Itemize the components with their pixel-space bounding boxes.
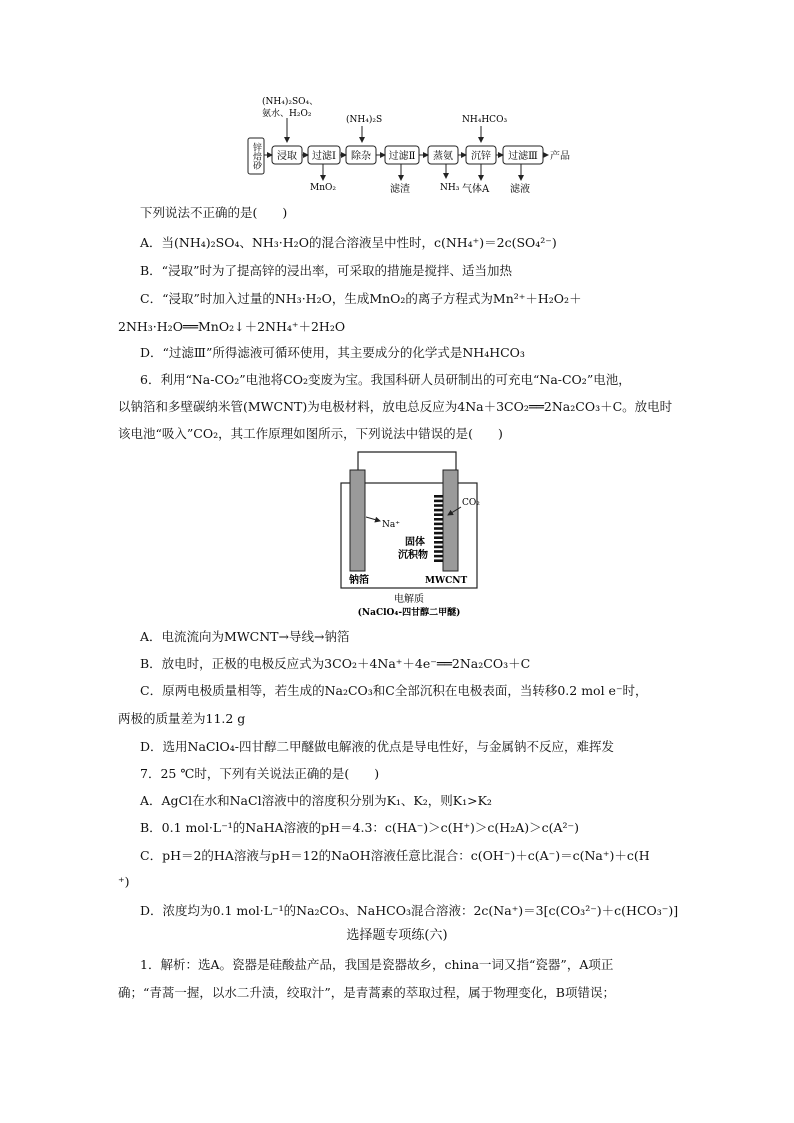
output-filtrate: 滤液 — [510, 184, 530, 195]
output-gas-a: 气体A — [462, 184, 490, 195]
reagent1-line2: 氨水、H₂O₂ — [262, 109, 312, 119]
flow-step-label: 蒸氨 — [433, 151, 453, 162]
flow-step-label: 过滤Ⅱ — [388, 151, 416, 162]
deposit-stripe — [434, 550, 443, 553]
process-flow-diagram — [0, 0, 794, 205]
deposit-stripe — [434, 527, 443, 530]
electrolyte-label: 电解质 — [394, 594, 424, 605]
battery-diagram — [0, 445, 794, 625]
na-ion-label: Na⁺ — [382, 520, 400, 530]
q6-option-b: B．放电时，正极的电极反应式为3CO₂＋4Na⁺＋4e⁻══2Na₂CO₃＋C — [140, 656, 531, 671]
deposit-stripe — [434, 536, 443, 539]
deposit-stripe — [434, 495, 443, 498]
q5-option-c-line2: 2NH₃·H₂O══MnO₂↓＋2NH₄⁺＋2H₂O — [118, 319, 346, 334]
electrolyte-detail: (NaClO₄-四甘醇二甲醚) — [357, 608, 461, 618]
q6-option-c-line1: C．原两电极质量相等，若生成的Na₂CO₃和C全部沉积在电极表面，当转移0.2 mol e⁻时， — [140, 683, 648, 698]
q7-option-c-line2: ⁺) — [118, 874, 130, 889]
flow-step-label: 除杂 — [351, 151, 371, 162]
q6-stem-line2: 以钠箔和多壁碳纳米管(MWCNT)为电极材料，放电总反应为4Na＋3CO₂══2Na₂CO₃＋C。放电时 — [118, 399, 673, 414]
mwcnt-electrode — [443, 470, 458, 571]
q6-option-a: A．电流流向为MWCNT→导线→钠箔 — [140, 629, 350, 644]
output-mno2: MnO₂ — [310, 183, 336, 193]
solid-deposit — [434, 495, 443, 562]
reagent3-label: NH₄HCO₃ — [462, 115, 508, 125]
q6-option-d: D．选用NaClO₄-四甘醇二甲醚做电解液的优点是导电性好，与金属钠不反应，难挥发 — [140, 739, 614, 754]
deposit-stripe — [434, 559, 443, 562]
q5-stem: 下列说法不正确的是( ) — [140, 205, 288, 220]
start-label: 锌焙砂 — [251, 142, 261, 170]
answer-line-2: 确；“青蒿一握，以水二升渍，绞取汁”，是青蒿素的萃取过程，属于物理变化，B项错误； — [118, 985, 615, 1000]
deposit-stripe — [434, 513, 443, 516]
reagent2-label: (NH₄)₂S — [346, 115, 383, 125]
flow-step-label: 过滤Ⅲ — [508, 151, 538, 162]
deposit-stripe — [434, 509, 443, 512]
solid-label-1: 固体 — [405, 537, 425, 548]
external-wire — [358, 452, 456, 477]
answer-line-1: 1．解析：选A。瓷器是硅酸盐产品，我国是瓷器故乡，china一词又指“瓷器”，A项正 — [140, 957, 614, 972]
cathode-label: MWCNT — [425, 576, 468, 586]
q5-option-d: D．“过滤Ⅲ”所得滤液可循环使用，其主要成分的化学式是NH₄HCO₃ — [140, 345, 525, 360]
deposit-stripe — [434, 541, 443, 544]
q6-stem-line1: 6．利用“Na-CO₂”电池将CO₂变废为宝。我国科研人员研制出的可充电“Na-CO₂”电池， — [140, 372, 631, 387]
deposit-stripe — [434, 518, 443, 521]
product-label: 产品 — [550, 151, 570, 162]
na-ion-arrow — [366, 517, 380, 521]
q6-option-c-line2: 两极的质量差为11.2 g — [118, 711, 246, 726]
deposit-stripe — [434, 523, 443, 526]
q7-option-d: D．浓度均为0.1 mol·L⁻¹的Na₂CO₃、NaHCO₃混合溶液：2c(Na⁺)＝3[c(CO₃²⁻)＋c(HCO₃⁻)] — [140, 903, 679, 918]
flow-step-label: 过滤Ⅰ — [312, 151, 336, 162]
flow-step-label: 沉锌 — [471, 151, 491, 162]
solid-label-2: 沉积物 — [398, 550, 428, 561]
deposit-stripe — [434, 546, 443, 549]
deposit-stripe — [434, 500, 443, 503]
q6-stem-line3: 该电池“吸入”CO₂，其工作原理如图所示，下列说法中错误的是( ) — [118, 426, 503, 441]
q7-option-c-line1: C．pH＝2的HA溶液与pH＝12的NaOH溶液任意比混合：c(OH⁻)＋c(A⁻)＝c(Na⁺)＋c(H — [140, 848, 650, 863]
q5-option-c-line1: C．“浸取”时加入过量的NH₃·H₂O，生成MnO₂的离子方程式为Mn²⁺＋H₂O₂＋ — [140, 291, 582, 306]
deposit-stripe — [434, 504, 443, 507]
output-residue: 滤渣 — [390, 184, 410, 195]
output-nh3: NH₃ — [440, 183, 460, 193]
q5-option-a: A．当(NH₄)₂SO₄、NH₃·H₂O的混合溶液呈中性时，c(NH₄⁺)＝2c(SO₄²⁻) — [140, 235, 557, 250]
sodium-foil-electrode — [350, 470, 365, 571]
deposit-stripe — [434, 555, 443, 558]
q7-option-a: A．AgCl在水和NaCl溶液中的溶度积分别为K₁、K₂，则K₁>K₂ — [140, 793, 492, 808]
co2-label: CO₂ — [462, 498, 480, 508]
q7-option-b: B．0.1 mol·L⁻¹的NaHA溶液的pH＝4.3：c(HA⁻)＞c(H⁺)＞c(H₂A)＞c(A²⁻) — [140, 820, 580, 835]
deposit-stripe — [434, 532, 443, 535]
anode-label: 钠箔 — [349, 575, 369, 586]
flow-step-label: 浸取 — [277, 151, 297, 162]
q7-stem: 7．25 ℃时，下列有关说法正确的是( ) — [140, 766, 380, 781]
q5-option-b: B．“浸取”时为了提高锌的浸出率，可采取的措施是搅拌、适当加热 — [140, 263, 512, 278]
reagent1-line1: (NH₄)₂SO₄、 — [262, 97, 319, 107]
answers-title: 选择题专项练(六) — [346, 928, 448, 943]
